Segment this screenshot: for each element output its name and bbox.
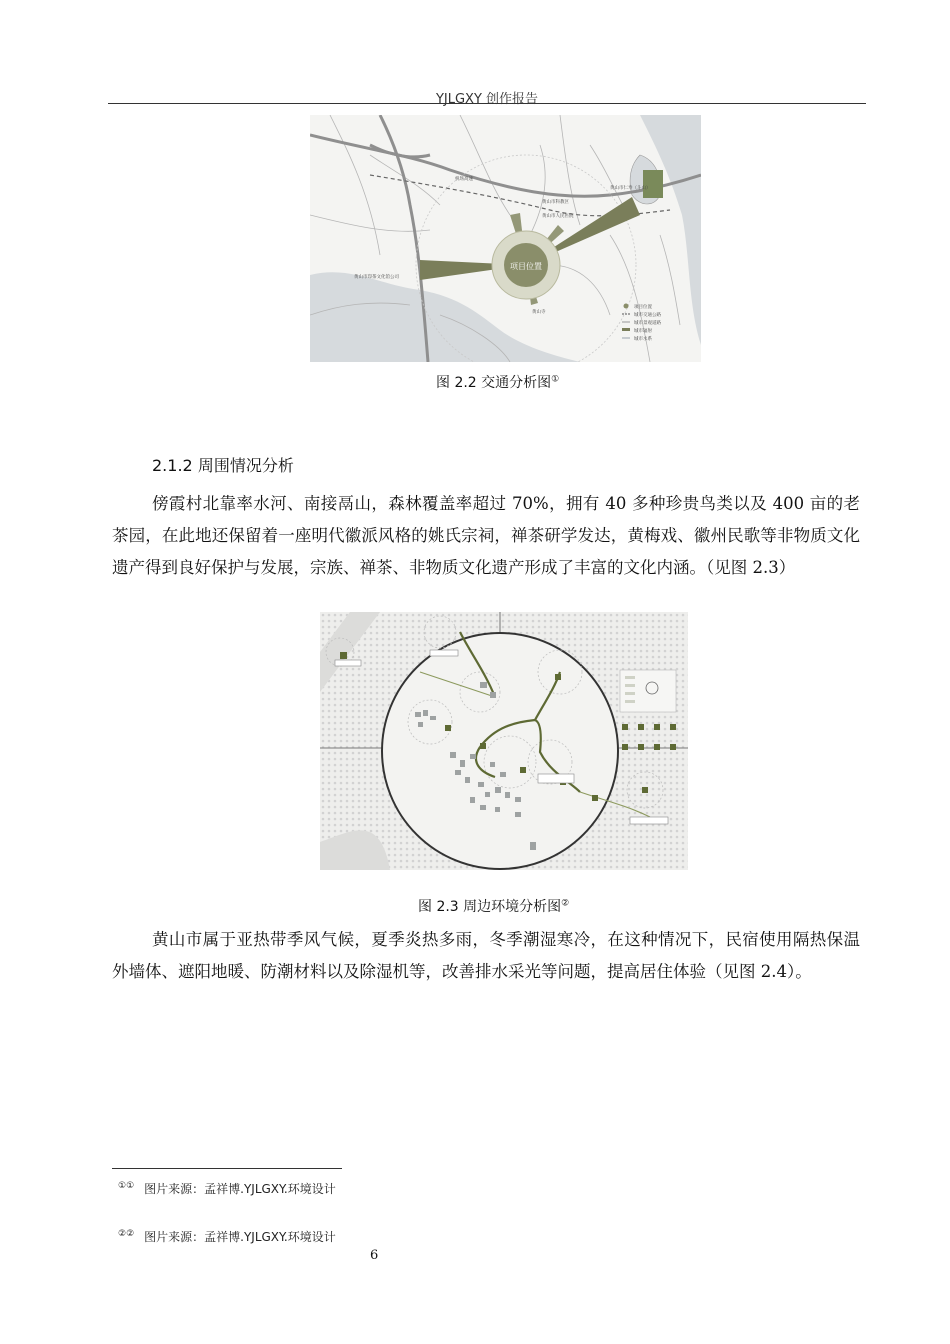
footnote-text: 图片来源：孟祥博.YJLGXY.环境设计 — [144, 1230, 336, 1244]
footnote-1 — [118, 1180, 336, 1197]
caption-text: 图 2.2 交通分析图 — [436, 375, 552, 391]
paragraph-surroundings: 傍霞村北靠率水河、南接鬲山，森林覆盖率超过 70%，拥有 40 多种珍贵鸟类以及 400 亩的老茶园，在此地还保留着一座明代徽派风格的姚氏宗祠，禅茶研学发达，黄梅戏、徽州民歌等非物质文化遗产得到良好保护与发展，宗族、禅茶、非物质文化遗产形成了丰富的文化内涵。（见图 2.3） — [112, 494, 860, 577]
footnote-mark: ②② — [118, 1229, 135, 1239]
caption-text: 图 2.3 周边环境分析图 — [418, 899, 562, 915]
environment-analysis-map — [320, 612, 688, 870]
map-label: 黄山寺 — [532, 310, 546, 315]
footnote-mark: ② — [561, 898, 570, 909]
svg-text:城市水系: 城市水系 — [634, 337, 652, 342]
footnote-text: 图片来源：孟祥博.YJLGXY.环境设计 — [144, 1182, 336, 1196]
svg-text:城市景观道路: 城市景观道路 — [634, 321, 661, 326]
footnote-mark: ①① — [118, 1181, 135, 1191]
map-center-label: 项目位置 — [510, 262, 542, 271]
footnote-mark: ① — [551, 374, 560, 385]
footnote-rule — [112, 1168, 342, 1169]
figure-caption-2-2 — [436, 372, 559, 392]
header-rule — [108, 103, 866, 104]
paragraph-climate: 黄山市属于亚热带季风气候，夏季炎热多雨，冬季潮湿寒冷，在这种情况下，民宿使用隔热保温外墙体、遮阳地暖、防潮材料以及除湿机等，改善排水采光等问题，提高居住体验（见图 2.4）。 — [112, 930, 860, 981]
section-title: 周围情况分析 — [197, 456, 294, 475]
map-label: 黄山市科教区 — [542, 200, 569, 205]
section-number: 2.1.2 — [152, 456, 193, 475]
section-heading — [152, 453, 294, 476]
map-label: 机场高速 — [455, 177, 473, 182]
map-label: 黄山市仁寿（斗山） — [610, 186, 651, 191]
map-label: 黄山市印茶文化馆公司 — [354, 275, 399, 280]
traffic-analysis-map — [310, 115, 701, 362]
footnote-2 — [118, 1228, 336, 1245]
svg-text:城市辐射: 城市辐射 — [634, 329, 652, 334]
svg-text:城市交通公路: 城市交通公路 — [634, 313, 661, 318]
svg-text:项目位置: 项目位置 — [634, 305, 652, 310]
page-header: YJLGXY 创作报告 — [435, 92, 539, 107]
map-label: 黄山市人民医院 — [542, 214, 574, 219]
page-number: 6 — [370, 1248, 379, 1263]
figure-caption-2-3 — [418, 896, 569, 916]
